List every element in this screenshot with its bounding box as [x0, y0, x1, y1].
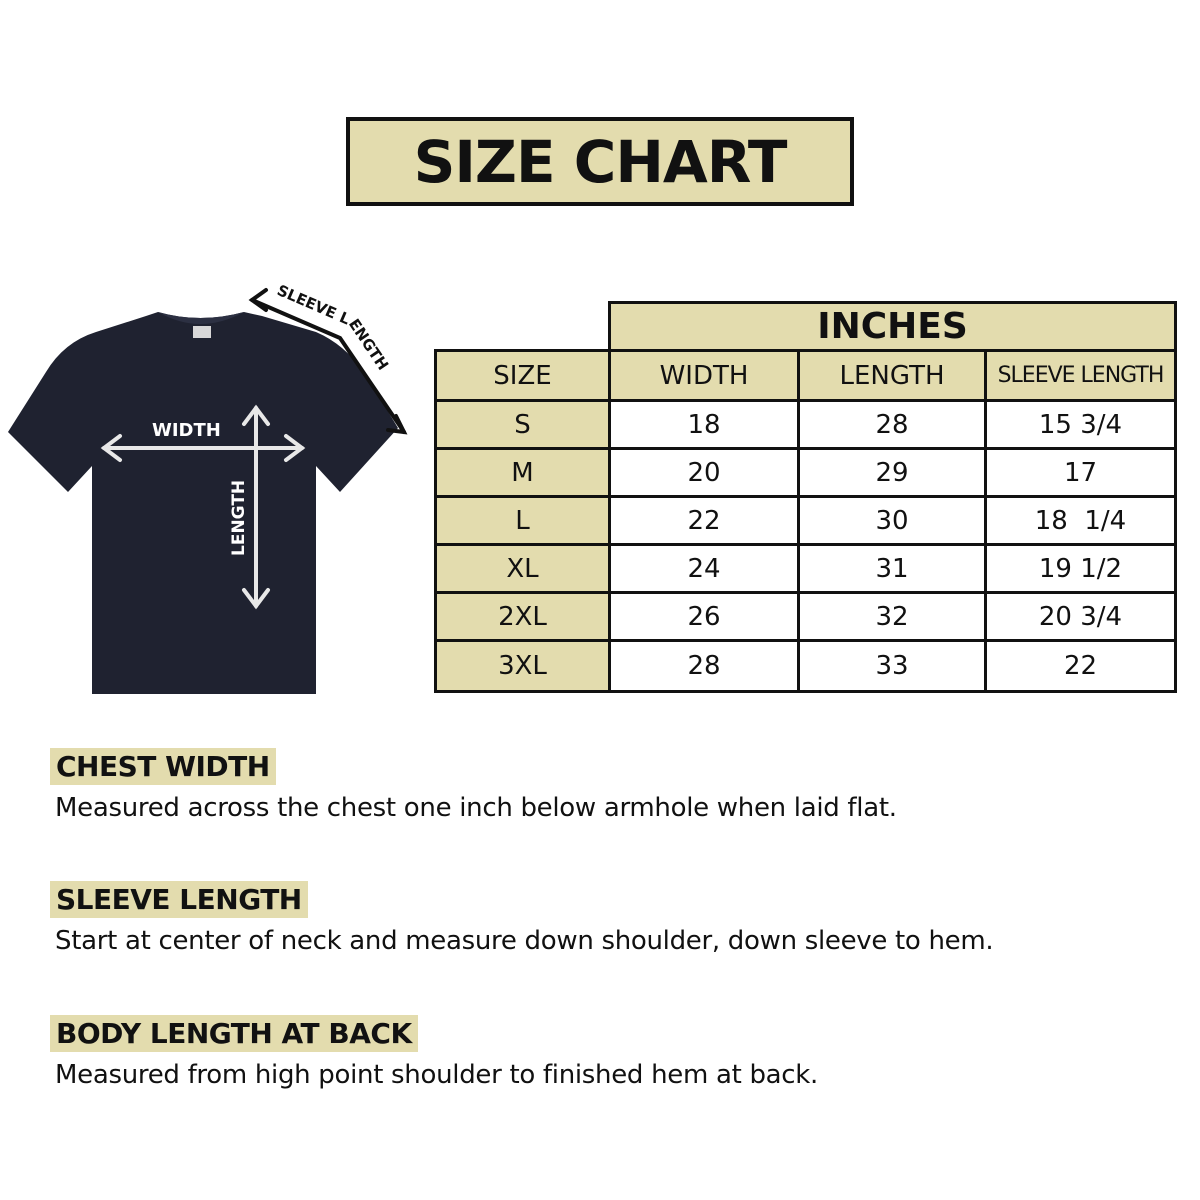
width-cell: 20: [608, 447, 800, 498]
sleeve-cell: 22: [984, 639, 1177, 693]
length-cell: 33: [797, 639, 987, 693]
note-body: Start at center of neck and measure down shoulder, down sleeve to hem.: [55, 926, 994, 956]
width-cell: 22: [608, 495, 800, 546]
width-cell: 28: [608, 639, 800, 693]
sleeve-cell: 18 1/4: [984, 495, 1177, 546]
length-label: LENGTH: [229, 479, 249, 556]
width-cell: 24: [608, 543, 800, 594]
sleeve-cell: 19 1/2: [984, 543, 1177, 594]
title-box: [346, 117, 854, 206]
note-sleeve-length: [50, 881, 993, 956]
tag-shape: [193, 326, 211, 338]
note-title: SLEEVE LENGTH: [50, 881, 308, 918]
column-header-sleeve-length: SLEEVE LENGTH: [984, 349, 1177, 402]
size-table: [434, 301, 1177, 693]
length-cell: 28: [797, 399, 987, 450]
column-header-width: WIDTH: [608, 349, 800, 402]
inches-header: INCHES: [608, 301, 1177, 352]
page-title: SIZE CHART: [413, 127, 787, 196]
sleeve-length-label: SLEEVE LENGTH: [274, 281, 393, 374]
size-cell: M: [434, 447, 611, 498]
size-cell: 2XL: [434, 591, 611, 642]
width-cell: 26: [608, 591, 800, 642]
tshirt-shape: [8, 312, 398, 694]
sleeve-cell: 15 3/4: [984, 399, 1177, 450]
width-cell: 18: [608, 399, 800, 450]
size-cell: 3XL: [434, 639, 611, 693]
note-body: Measured from high point shoulder to finished hem at back.: [55, 1060, 818, 1090]
sleeve-cell: 20 3/4: [984, 591, 1177, 642]
column-header-size: SIZE: [434, 349, 611, 402]
note-title: BODY LENGTH AT BACK: [50, 1015, 418, 1052]
note-chest-width: [50, 748, 897, 823]
note-body-length-at-back: [50, 1015, 818, 1090]
note-body: Measured across the chest one inch below armhole when laid flat.: [55, 793, 897, 823]
sleeve-cell: 17: [984, 447, 1177, 498]
width-label: WIDTH: [152, 420, 221, 441]
size-cell: S: [434, 399, 611, 450]
size-cell: XL: [434, 543, 611, 594]
tshirt-diagram: [0, 280, 430, 710]
length-cell: 32: [797, 591, 987, 642]
column-header-length: LENGTH: [797, 349, 987, 402]
length-cell: 29: [797, 447, 987, 498]
note-title: CHEST WIDTH: [50, 748, 276, 785]
length-cell: 31: [797, 543, 987, 594]
size-cell: L: [434, 495, 611, 546]
length-cell: 30: [797, 495, 987, 546]
tshirt-illustration: [0, 280, 430, 710]
